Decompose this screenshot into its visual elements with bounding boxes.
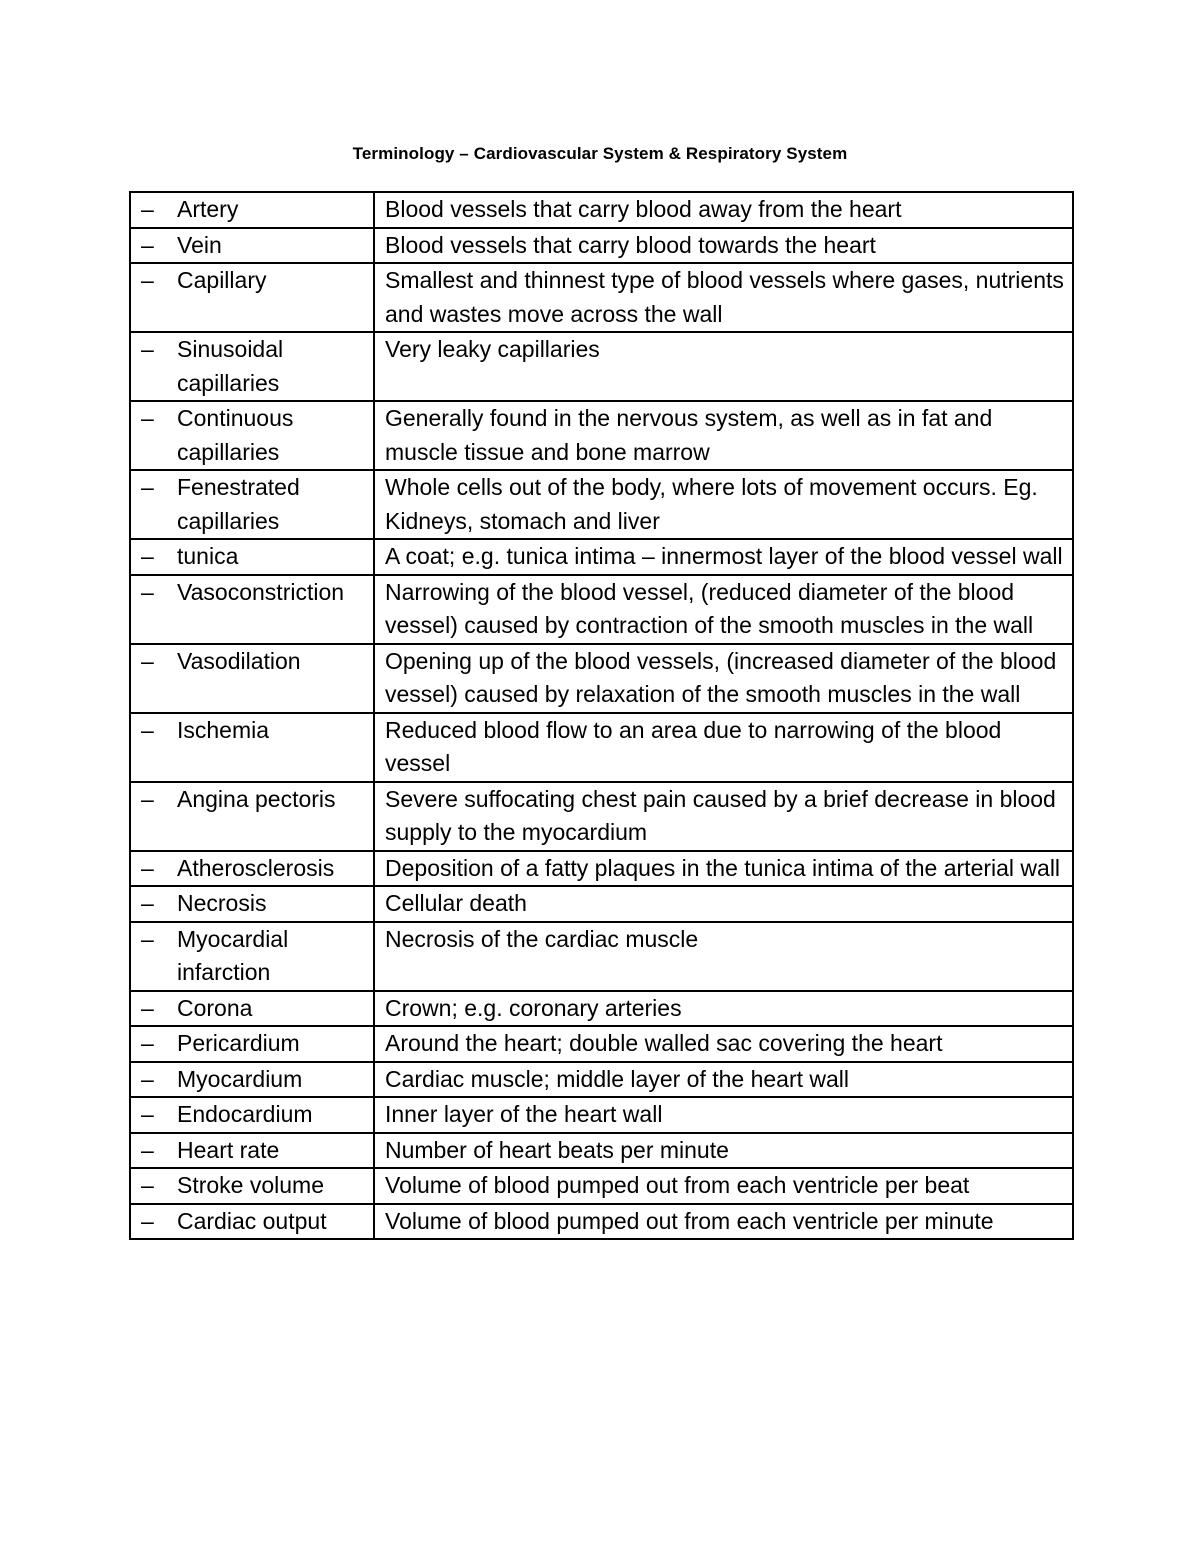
definition-cell: Narrowing of the blood vessel, (reduced diameter of the blood vessel) caused by contraction of the smooth muscles in the wall	[374, 575, 1073, 644]
bullet-dash: –	[141, 196, 154, 222]
term-text: Cardiac output	[177, 1207, 327, 1234]
definition-cell: Inner layer of the heart wall	[374, 1097, 1073, 1133]
bullet-dash: –	[141, 1172, 154, 1198]
term-cell	[130, 1204, 374, 1240]
table-row	[130, 851, 1073, 887]
definition-cell: Very leaky capillaries	[374, 332, 1073, 401]
term-cell	[130, 1026, 374, 1062]
term-cell	[130, 470, 374, 539]
definition-cell: Smallest and thinnest type of blood vessels where gases, nutrients and wastes move across the wall	[374, 263, 1073, 332]
term-text: Heart rate	[177, 1136, 280, 1163]
term-text: Vein	[177, 231, 222, 258]
definition-cell: Around the heart; double walled sac covering the heart	[374, 1026, 1073, 1062]
definition-cell: A coat; e.g. tunica intima – innermost layer of the blood vessel wall	[374, 539, 1073, 575]
bullet-dash: –	[141, 890, 154, 916]
definition-cell: Cellular death	[374, 886, 1073, 922]
terminology-table	[129, 191, 1074, 1240]
table-row	[130, 228, 1073, 264]
term-text: Corona	[177, 994, 253, 1021]
term-text: Vasodilation	[177, 647, 301, 674]
page-title: Terminology – Cardiovascular System & Respiratory System	[352, 144, 848, 163]
term-text: Vasoconstriction	[177, 578, 345, 605]
definition-cell: Blood vessels that carry blood towards the heart	[374, 228, 1073, 264]
definition-cell: Cardiac muscle; middle layer of the heart wall	[374, 1062, 1073, 1098]
bullet-dash: –	[141, 647, 154, 674]
table-row	[130, 1062, 1073, 1098]
term-cell	[130, 922, 374, 991]
bullet-dash: –	[141, 336, 154, 362]
term-cell	[130, 401, 374, 470]
term-cell	[130, 782, 374, 851]
term-cell	[130, 539, 374, 575]
term-cell	[130, 644, 374, 713]
term-cell	[130, 991, 374, 1027]
definition-cell: Number of heart beats per minute	[374, 1133, 1073, 1169]
definition-cell: Volume of blood pumped out from each ventricle per beat	[374, 1168, 1073, 1204]
term-cell	[130, 1097, 374, 1133]
table-row	[130, 1097, 1073, 1133]
table-row	[130, 886, 1073, 922]
table-row	[130, 263, 1073, 332]
bullet-dash: –	[141, 925, 154, 952]
table-row	[130, 922, 1073, 991]
bullet-dash: –	[141, 578, 154, 605]
term-cell	[130, 332, 374, 401]
term-cell	[130, 713, 374, 782]
table-row	[130, 1168, 1073, 1204]
term-text: Sinusoidal capillaries	[177, 336, 284, 396]
table-row	[130, 644, 1073, 713]
term-text: Myocardial infarction	[177, 925, 289, 985]
term-text: tunica	[177, 543, 239, 569]
bullet-dash: –	[141, 1207, 154, 1234]
bullet-dash: –	[141, 405, 154, 431]
bullet-dash: –	[141, 1065, 154, 1092]
term-text: Fenestrated capillaries	[177, 474, 300, 534]
bullet-dash: –	[141, 267, 154, 293]
table-row	[130, 539, 1073, 575]
bullet-dash: –	[141, 474, 154, 500]
term-cell	[130, 575, 374, 644]
table-row	[130, 713, 1073, 782]
definition-cell: Blood vessels that carry blood away from the heart	[374, 192, 1073, 228]
terminology-table-body	[130, 192, 1073, 1239]
definition-cell: Crown; e.g. coronary arteries	[374, 991, 1073, 1027]
definition-cell: Deposition of a fatty plaques in the tunica intima of the arterial wall	[374, 851, 1073, 887]
definition-cell: Severe suffocating chest pain caused by a brief decrease in blood supply to the myocardium	[374, 782, 1073, 851]
bullet-dash: –	[141, 1030, 154, 1056]
term-text: Atherosclerosis	[177, 854, 335, 881]
term-text: Endocardium	[177, 1101, 313, 1127]
term-cell	[130, 851, 374, 887]
term-text: Capillary	[177, 267, 267, 293]
bullet-dash: –	[141, 994, 154, 1021]
table-row	[130, 1026, 1073, 1062]
term-cell	[130, 1168, 374, 1204]
table-row	[130, 401, 1073, 470]
bullet-dash: –	[141, 1101, 154, 1127]
term-text: Continuous capillaries	[177, 405, 294, 465]
term-cell	[130, 886, 374, 922]
term-text: Necrosis	[177, 890, 267, 916]
definition-cell: Volume of blood pumped out from each ventricle per minute	[374, 1204, 1073, 1240]
term-cell	[130, 1133, 374, 1169]
table-row	[130, 991, 1073, 1027]
term-text: Artery	[177, 196, 239, 222]
term-text: Myocardium	[177, 1065, 303, 1092]
term-text: Pericardium	[177, 1030, 300, 1056]
term-cell	[130, 192, 374, 228]
bullet-dash: –	[141, 231, 154, 258]
bullet-dash: –	[141, 785, 154, 812]
table-row	[130, 332, 1073, 401]
term-cell	[130, 228, 374, 264]
bullet-dash: –	[141, 543, 154, 569]
table-row	[130, 782, 1073, 851]
table-row	[130, 192, 1073, 228]
table-row	[130, 1133, 1073, 1169]
term-text: Angina pectoris	[177, 785, 336, 812]
table-row	[130, 1204, 1073, 1240]
table-row	[130, 470, 1073, 539]
term-text: Ischemia	[177, 716, 270, 743]
definition-cell: Whole cells out of the body, where lots of movement occurs. Eg. Kidneys, stomach and liver	[374, 470, 1073, 539]
bullet-dash: –	[141, 854, 154, 881]
term-cell	[130, 1062, 374, 1098]
definition-cell: Reduced blood flow to an area due to narrowing of the blood vessel	[374, 713, 1073, 782]
bullet-dash: –	[141, 716, 154, 743]
definition-cell: Opening up of the blood vessels, (increased diameter of the blood vessel) caused by relaxation of the smooth muscles in the wall	[374, 644, 1073, 713]
term-cell	[130, 263, 374, 332]
table-row	[130, 575, 1073, 644]
term-text: Stroke volume	[177, 1172, 325, 1198]
bullet-dash: –	[141, 1136, 154, 1163]
definition-cell: Necrosis of the cardiac muscle	[374, 922, 1073, 991]
definition-cell: Generally found in the nervous system, as well as in fat and muscle tissue and bone marrow	[374, 401, 1073, 470]
